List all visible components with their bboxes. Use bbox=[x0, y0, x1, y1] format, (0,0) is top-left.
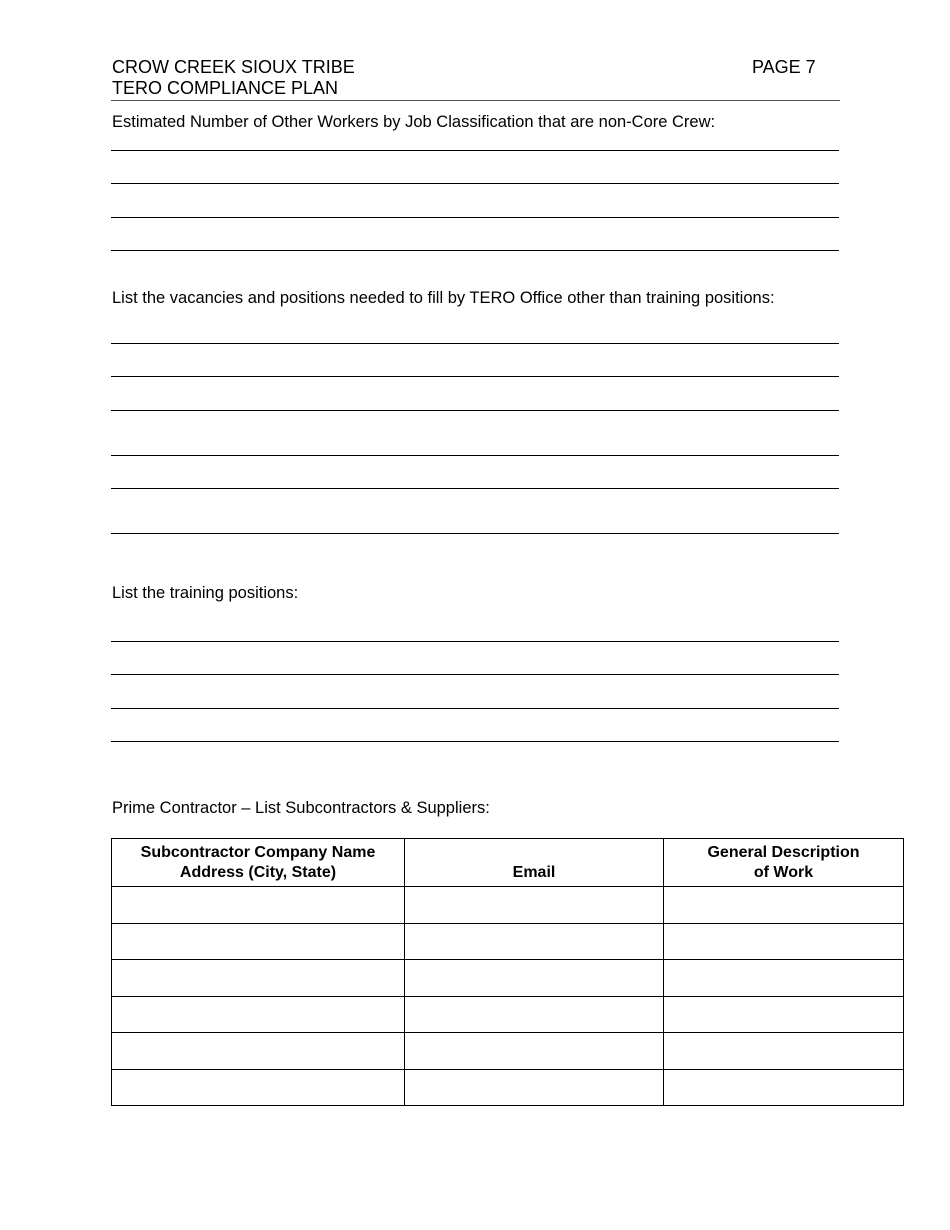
subcontractors-label: Prime Contractor – List Subcontractors & Suppliers: bbox=[112, 799, 490, 817]
other-workers-line-1[interactable] bbox=[111, 150, 839, 151]
training-label: List the training positions: bbox=[112, 584, 299, 602]
header-rule bbox=[111, 100, 840, 101]
table-row bbox=[112, 1069, 904, 1106]
column-header-email: Email bbox=[405, 839, 664, 887]
description-cell[interactable] bbox=[664, 1033, 904, 1070]
vacancies-line-5[interactable] bbox=[111, 488, 839, 489]
email-cell[interactable] bbox=[405, 1069, 664, 1106]
table-row bbox=[112, 996, 904, 1033]
org-name: CROW CREEK SIOUX TRIBE bbox=[112, 57, 355, 77]
company-cell[interactable] bbox=[112, 996, 405, 1033]
description-cell[interactable] bbox=[664, 960, 904, 997]
table-row bbox=[112, 960, 904, 997]
table-row bbox=[112, 1033, 904, 1070]
vacancies-line-6[interactable] bbox=[111, 533, 839, 534]
description-cell[interactable] bbox=[664, 923, 904, 960]
company-cell[interactable] bbox=[112, 1033, 405, 1070]
vacancies-line-3[interactable] bbox=[111, 410, 839, 411]
vacancies-label: List the vacancies and positions needed to fill by TERO Office other than training positions: bbox=[112, 289, 775, 307]
training-line-4[interactable] bbox=[111, 741, 839, 742]
company-cell[interactable] bbox=[112, 887, 405, 924]
table-row bbox=[112, 887, 904, 924]
email-cell[interactable] bbox=[405, 1033, 664, 1070]
company-cell[interactable] bbox=[112, 923, 405, 960]
vacancies-line-4[interactable] bbox=[111, 455, 839, 456]
document-title: TERO COMPLIANCE PLAN bbox=[112, 78, 339, 98]
company-cell[interactable] bbox=[112, 960, 405, 997]
table-header-row bbox=[112, 839, 904, 887]
description-cell[interactable] bbox=[664, 887, 904, 924]
description-cell[interactable] bbox=[664, 1069, 904, 1106]
company-cell[interactable] bbox=[112, 1069, 405, 1106]
subcontractors-table bbox=[111, 838, 904, 1106]
description-cell[interactable] bbox=[664, 996, 904, 1033]
training-line-3[interactable] bbox=[111, 708, 839, 709]
other-workers-label: Estimated Number of Other Workers by Job Classification that are non-Core Crew: bbox=[112, 113, 716, 131]
email-cell[interactable] bbox=[405, 887, 664, 924]
page-number: PAGE 7 bbox=[752, 57, 816, 77]
other-workers-line-4[interactable] bbox=[111, 250, 839, 251]
vacancies-line-2[interactable] bbox=[111, 376, 839, 377]
email-cell[interactable] bbox=[405, 996, 664, 1033]
vacancies-line-1[interactable] bbox=[111, 343, 839, 344]
email-cell[interactable] bbox=[405, 923, 664, 960]
column-header-company: Subcontractor Company Name Address (City, State) bbox=[112, 839, 405, 887]
email-cell[interactable] bbox=[405, 960, 664, 997]
column-header-description: General Description of Work bbox=[664, 839, 904, 887]
table-row bbox=[112, 923, 904, 960]
training-line-1[interactable] bbox=[111, 641, 839, 642]
other-workers-line-2[interactable] bbox=[111, 183, 839, 184]
training-line-2[interactable] bbox=[111, 674, 839, 675]
other-workers-line-3[interactable] bbox=[111, 217, 839, 218]
